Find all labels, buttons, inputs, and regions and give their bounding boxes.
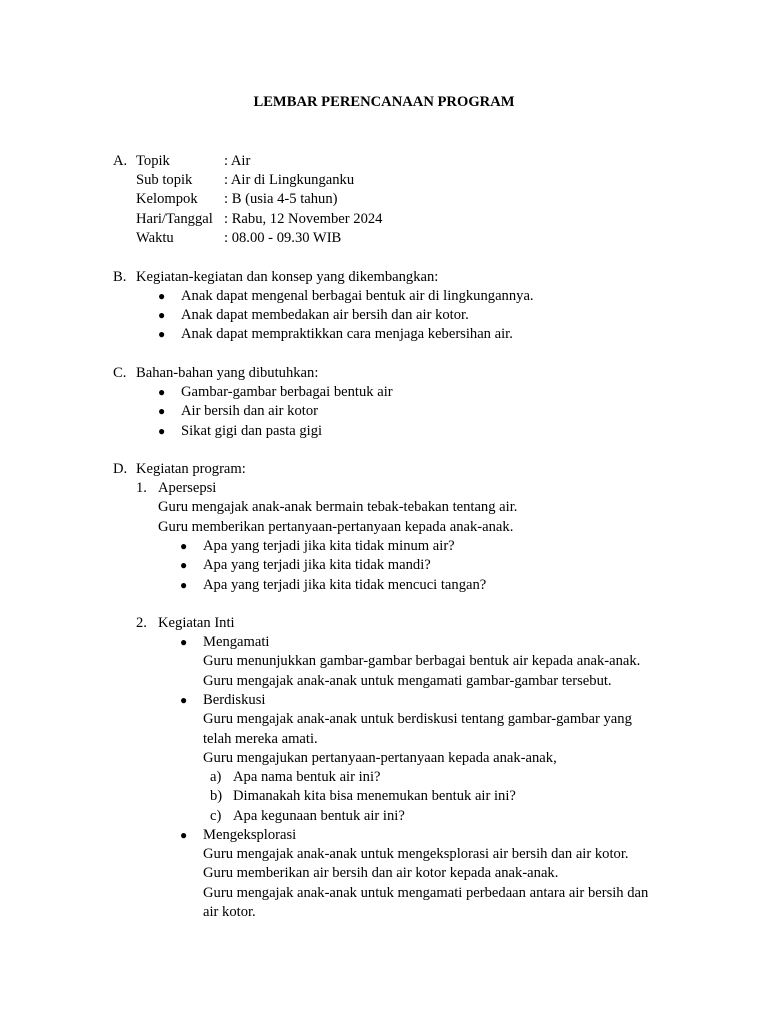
paragraph-line: Guru menunjukkan gambar-gambar berbagai bentuk air kepada anak-anak. [203, 653, 641, 669]
paragraph-line: Guru memberikan air bersih dan air kotor kepada anak-anak. [203, 865, 559, 881]
section-c-heading: Bahan-bahan yang dibutuhkan: [136, 365, 319, 381]
paragraph-line: Guru mengajak anak-anak untuk berdiskusi tentang gambar-gambar yang [203, 711, 632, 727]
paragraph-line: Guru memberikan pertanyaan-pertanyaan kepada anak-anak. [158, 519, 514, 535]
paragraph-line: Guru mengajukan pertanyaan-pertanyaan kepada anak-anak, [203, 750, 557, 766]
field-value-hari-tanggal: : Rabu, 12 November 2024 [224, 211, 383, 227]
paragraph-line: Guru mengajak anak-anak untuk mengamati gambar-gambar tersebut. [203, 673, 612, 689]
step-2-marker: 2. [136, 615, 147, 631]
list-item: Anak dapat mempraktikkan cara menjaga kebersihan air. [181, 326, 513, 342]
section-d-heading: Kegiatan program: [136, 461, 246, 477]
step-1-marker: 1. [136, 480, 147, 496]
step-2-title: Kegiatan Inti [158, 615, 235, 631]
field-value-sub-topik: : Air di Lingkunganku [224, 172, 355, 188]
list-item: Apa yang terjadi jika kita tidak mandi? [203, 557, 431, 573]
question-marker: b) [210, 788, 223, 804]
section-b-marker: B. [113, 269, 127, 285]
subsection-title: Mengeksplorasi [203, 827, 297, 843]
list-item: Anak dapat membedakan air bersih dan air kotor. [181, 307, 469, 323]
question-marker: c) [210, 808, 222, 824]
section-a-marker: A. [113, 153, 128, 169]
field-label-hari-tanggal: Hari/Tanggal [136, 211, 213, 227]
paragraph-line: Guru mengajak anak-anak untuk mengamati perbedaan antara air bersih dan [203, 885, 649, 901]
list-item: Apa yang terjadi jika kita tidak minum air? [203, 538, 455, 554]
bullet-icon: ● [158, 404, 166, 418]
page-title: LEMBAR PERENCANAAN PROGRAM [253, 94, 515, 110]
paragraph-line: Guru mengajak anak-anak bermain tebak-tebakan tentang air. [158, 499, 518, 515]
question-text: Apa nama bentuk air ini? [233, 769, 381, 785]
step-1-title: Apersepsi [158, 480, 217, 496]
field-label-waktu: Waktu [136, 230, 174, 246]
field-label-kelompok: Kelompok [136, 191, 198, 207]
bullet-icon: ● [158, 424, 166, 438]
bullet-icon: ● [180, 635, 188, 649]
paragraph-line: telah mereka amati. [203, 731, 318, 747]
question-marker: a) [210, 769, 222, 785]
question-text: Apa kegunaan bentuk air ini? [233, 808, 405, 824]
paragraph-line: Guru mengajak anak-anak untuk mengeksplorasi air bersih dan air kotor. [203, 846, 629, 862]
subsection-title: Berdiskusi [203, 692, 266, 708]
field-label-sub-topik: Sub topik [136, 172, 193, 188]
field-label-topik: Topik [136, 153, 170, 169]
list-item: Air bersih dan air kotor [181, 403, 318, 419]
field-value-waktu: : 08.00 - 09.30 WIB [224, 230, 342, 246]
list-item: Anak dapat mengenal berbagai bentuk air di lingkungannya. [181, 288, 534, 304]
field-value-topik: : Air [224, 153, 251, 169]
list-item: Sikat gigi dan pasta gigi [181, 423, 323, 439]
section-d-marker: D. [113, 461, 128, 477]
list-item: Gambar-gambar berbagai bentuk air [181, 384, 393, 400]
paragraph-line: air kotor. [203, 904, 256, 920]
section-b-heading: Kegiatan-kegiatan dan konsep yang dikembangkan: [136, 269, 439, 285]
bullet-icon: ● [180, 828, 188, 842]
bullet-icon: ● [180, 558, 188, 572]
bullet-icon: ● [158, 308, 166, 322]
list-item: Apa yang terjadi jika kita tidak mencuci tangan? [203, 577, 487, 593]
subsection-title: Mengamati [203, 634, 270, 650]
section-c-marker: C. [113, 365, 127, 381]
question-text: Dimanakah kita bisa menemukan bentuk air ini? [233, 788, 516, 804]
bullet-icon: ● [180, 539, 188, 553]
field-value-kelompok: : B (usia 4-5 tahun) [224, 191, 338, 207]
bullet-icon: ● [158, 385, 166, 399]
bullet-icon: ● [158, 289, 166, 303]
bullet-icon: ● [180, 578, 188, 592]
bullet-icon: ● [180, 693, 188, 707]
bullet-icon: ● [158, 327, 166, 341]
